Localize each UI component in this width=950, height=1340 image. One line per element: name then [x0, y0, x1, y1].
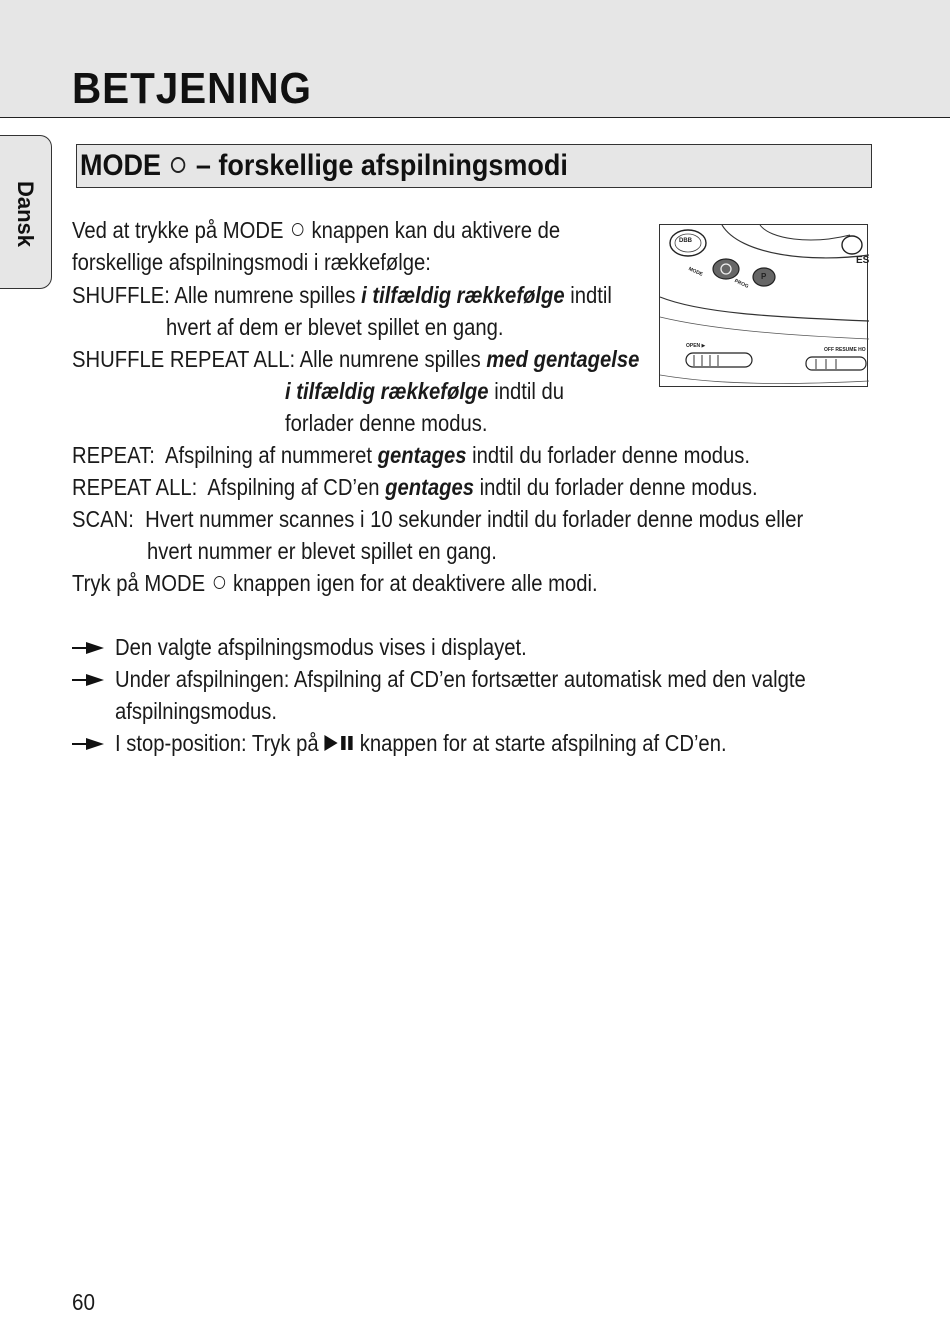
section-title-mode: MODE — [80, 149, 161, 182]
bullet-1: Den valgte afspilningsmodus vises i displayet. — [115, 634, 527, 660]
shuffle-continuation: hvert af dem er blevet spillet en gang. — [166, 314, 504, 340]
shuffle-repeat-all-text-a: Alle numrene spilles — [299, 346, 481, 372]
intro-line-1 — [72, 214, 560, 246]
shuffle-line — [72, 279, 612, 311]
language-tab-label: Dansk — [13, 180, 38, 248]
scan-label: SCAN: — [72, 506, 134, 532]
language-tab — [0, 135, 52, 289]
section-title-rest: – forskellige afspilningsmodi — [195, 149, 568, 182]
intro-line-2: forskellige afspilningsmodi i rækkefølge: — [72, 249, 431, 275]
closing-line — [72, 567, 598, 599]
play-pause-icon — [324, 735, 354, 751]
repeat-all-emphasis: gentages — [385, 474, 475, 500]
mode-circle-icon — [213, 576, 224, 589]
open-label: OPEN ▶ — [686, 343, 706, 349]
arrow-bullet-icon — [72, 738, 104, 750]
shuffle-text-a: Alle numrene spilles — [174, 282, 356, 308]
es-label: ES — [856, 255, 870, 266]
closing-text-b: knappen igen for at deaktivere alle modi. — [233, 570, 598, 596]
page-number: 60 — [72, 1289, 96, 1315]
mode-label: MODE — [687, 266, 704, 278]
shuffle-label: SHUFFLE: — [72, 282, 170, 308]
mode-button-shape — [713, 259, 739, 279]
shuffle-repeat-all-continuation: forlader denne modus. — [285, 410, 488, 436]
repeat-text-a: Afspilning af nummeret — [164, 442, 372, 468]
repeat-label: REPEAT: — [72, 442, 155, 468]
bullet-3-text-b: knappen for at starte afspilning af CD’en. — [359, 730, 727, 756]
bullet-3 — [115, 727, 727, 759]
shuffle-repeat-all-line — [72, 343, 639, 375]
repeat-all-line — [72, 471, 758, 503]
prog-label: PROG — [733, 278, 750, 290]
shuffle-repeat-all-line-2 — [285, 375, 564, 407]
repeat-text-b: indtil du forlader denne modus. — [472, 442, 751, 468]
repeat-line — [72, 439, 750, 471]
scan-text: Hvert nummer scannes i 10 sekunder indtil du forlader denne modus eller — [145, 506, 804, 532]
arrow-bullet-icon — [72, 642, 104, 654]
scan-line — [72, 503, 803, 535]
shuffle-text-b: indtil — [570, 282, 612, 308]
bullet-3-text-a: I stop-position: Tryk på — [115, 730, 319, 756]
repeat-all-text-b: indtil du forlader denne modus. — [479, 474, 758, 500]
closing-text-a: Tryk på MODE — [72, 570, 206, 596]
intro-text-b: knappen kan du aktivere de — [311, 217, 561, 243]
repeat-all-label: REPEAT ALL: — [72, 474, 198, 500]
shuffle-repeat-all-emphasis-1: med gentagelse — [486, 346, 640, 372]
cd-player-illustration — [659, 224, 868, 387]
arrow-bullet-icon — [72, 674, 104, 686]
page-title: BETJENING — [72, 64, 312, 113]
shuffle-emphasis: i tilfældig rækkefølge — [361, 282, 565, 308]
mode-circle-icon — [171, 157, 185, 173]
repeat-emphasis: gentages — [377, 442, 467, 468]
section-title — [80, 147, 568, 185]
repeat-all-text-a: Afspilning af CD’en — [207, 474, 380, 500]
off-resume-label: OFF RESUME HO — [824, 347, 866, 353]
dbb-label: DBB — [679, 238, 692, 244]
cd-player-drawing — [660, 225, 869, 388]
p-label: P — [761, 272, 767, 281]
intro-text-a: Ved at trykke på MODE — [72, 217, 284, 243]
shuffle-repeat-all-label: SHUFFLE REPEAT ALL: — [72, 346, 296, 372]
scan-continuation: hvert nummer er blevet spillet en gang. — [147, 538, 497, 564]
shuffle-repeat-all-emphasis-2: i tilfældig rækkefølge — [285, 378, 489, 404]
mode-circle-icon — [292, 223, 303, 236]
open-slider-shape — [686, 353, 752, 367]
bullet-2-line-2: afspilningsmodus. — [115, 698, 278, 724]
bullet-2-line-1: Under afspilningen: Afspilning af CD’en fortsætter automatisk med den valgte — [115, 666, 806, 692]
shuffle-repeat-all-text-b: indtil du — [494, 378, 564, 404]
